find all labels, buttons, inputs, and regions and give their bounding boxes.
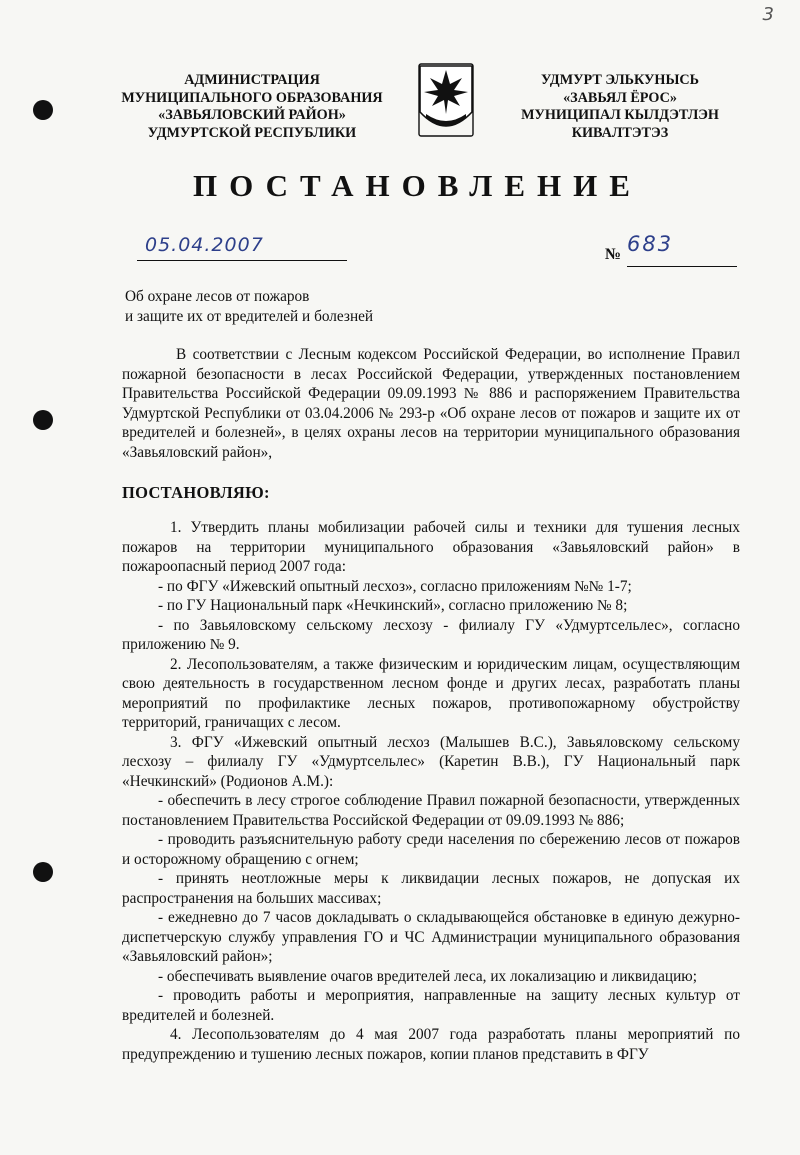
resolve-heading: ПОСТАНОВЛЯЮ: (122, 483, 270, 502)
subject-line: и защите их от вредителей и болезней (125, 307, 374, 325)
header-right-line: «ЗАВЬЯЛ ЁРОС» (563, 89, 677, 106)
header-right-line: УДМУРТ ЭЛЬКУНЫСЬ (540, 72, 700, 88)
resolution-subitem: - обеспечивать выявление очагов вредителей леса, их локализацию и ликвидацию; (158, 967, 697, 985)
header-right-block (510, 72, 730, 142)
resolution-subitem: - принять неотложные меры к ликвидации лесных пожаров, не допуская их распространения на больших массивах; (122, 870, 740, 907)
date-field (137, 236, 347, 261)
document-title: ПОСТАНОВЛЕНИЕ (193, 168, 642, 203)
handwritten-date: 05.04.2007 (145, 234, 264, 256)
resolution-item: 2. Лесопользователям, а также физическим и юридическим лицам, осуществляющим свою деятельность в государственном лесном фонде и других лесах, разработать планы мероприятий по профилактике лесных пожаров, противопожарному обустройству территорий, граничащих с лесом. (122, 655, 740, 731)
resolution-item: 1. Утвердить планы мобилизации рабочей силы и техники для тушения лесных пожаров на территории муниципального образования «Завьяловский район» в пожароопасный период 2007 года: (122, 519, 740, 575)
coat-of-arms-emblem (416, 60, 476, 140)
preamble-block (122, 345, 740, 462)
header-left-line: «ЗАВЬЯЛОВСКИЙ РАЙОН» (158, 107, 346, 123)
header-right-line: МУНИЦИПАЛ КЫЛДЭТЛЭН (521, 107, 719, 123)
binder-hole (33, 100, 53, 120)
number-sign: № (605, 246, 622, 263)
resolution-subitem: - проводить работы и мероприятия, направленные на защиту лесных культур от вредителей и болезней. (122, 987, 740, 1024)
header-right-line: КИВАЛТЭТЭЗ (571, 124, 669, 141)
resolution-item: 4. Лесопользователям до 4 мая 2007 года разработать планы мероприятий по предупреждению и тушению лесных пожаров, копии планов представить в ФГУ (122, 1026, 740, 1063)
resolution-subitem: - ежедневно до 7 часов докладывать о складывающейся обстановке в единую дежурно-диспетчерскую службу управления ГО и ЧС Администрации муниципального образования «Завьяловский район»; (122, 909, 740, 965)
resolution-subitem: - по Завьяловскому сельскому лесхозу - филиалу ГУ «Удмуртсельлес», согласно приложению № 9. (122, 616, 740, 653)
resolution-item: 3. ФГУ «Ижевский опытный лесхоз (Малышев В.С.), Завьяловскому сельскому лесхозу – филиалу ГУ «Удмуртсельлес» (Каретин В.В.), ГУ Национальный парк «Нечкинский» (Родионов А.М.): (122, 733, 740, 790)
resolution-subitem: - по ГУ Национальный парк «Нечкинский», согласно приложению № 8; (158, 597, 628, 614)
subject-line: Об охране лесов от пожаров (125, 288, 310, 305)
preamble-paragraph: В соответствии с Лесным кодексом Российской Федерации, во исполнение Правил пожарной безопасности в лесах Российской Федерации, утвержденных постановлением Правительства Российской Федерации 09.09.1993 № 886 и распоряжением Правительства Удмуртской Республики от 03.04.2006 № 293-р «Об охране лесов от пожаров и защите их от вредителей и болезней», в целях охраны лесов на территории муниципального образования «Завьяловский район», (122, 346, 740, 461)
binder-hole (33, 862, 53, 882)
resolution-subitem: - обеспечить в лесу строгое соблюдение Правил пожарной безопасности, утвержденных постановлением Правительства Российской Федерации от 09.09.1993 № 886; (122, 792, 740, 829)
resolution-items (122, 518, 740, 1064)
handwritten-number: 683 (627, 232, 674, 256)
binder-hole (33, 410, 53, 430)
header-left-line: УДМУРТСКОЙ РЕСПУБЛИКИ (147, 124, 357, 141)
page-number-mark: 3 (762, 4, 774, 25)
header-left-line: МУНИЦИПАЛЬНОГО ОБРАЗОВАНИЯ (121, 89, 383, 106)
resolution-subitem: - по ФГУ «Ижевский опытный лесхоз», согласно приложениям №№ 1-7; (158, 577, 632, 595)
header-left-line: АДМИНИСТРАЦИЯ (184, 72, 320, 88)
resolution-subitem: - проводить разъяснительную работу среди населения по сбережению лесов от пожаров и осторожному обращению с огнем; (122, 831, 740, 868)
header-left-block (108, 72, 396, 142)
document-subject (125, 287, 373, 326)
